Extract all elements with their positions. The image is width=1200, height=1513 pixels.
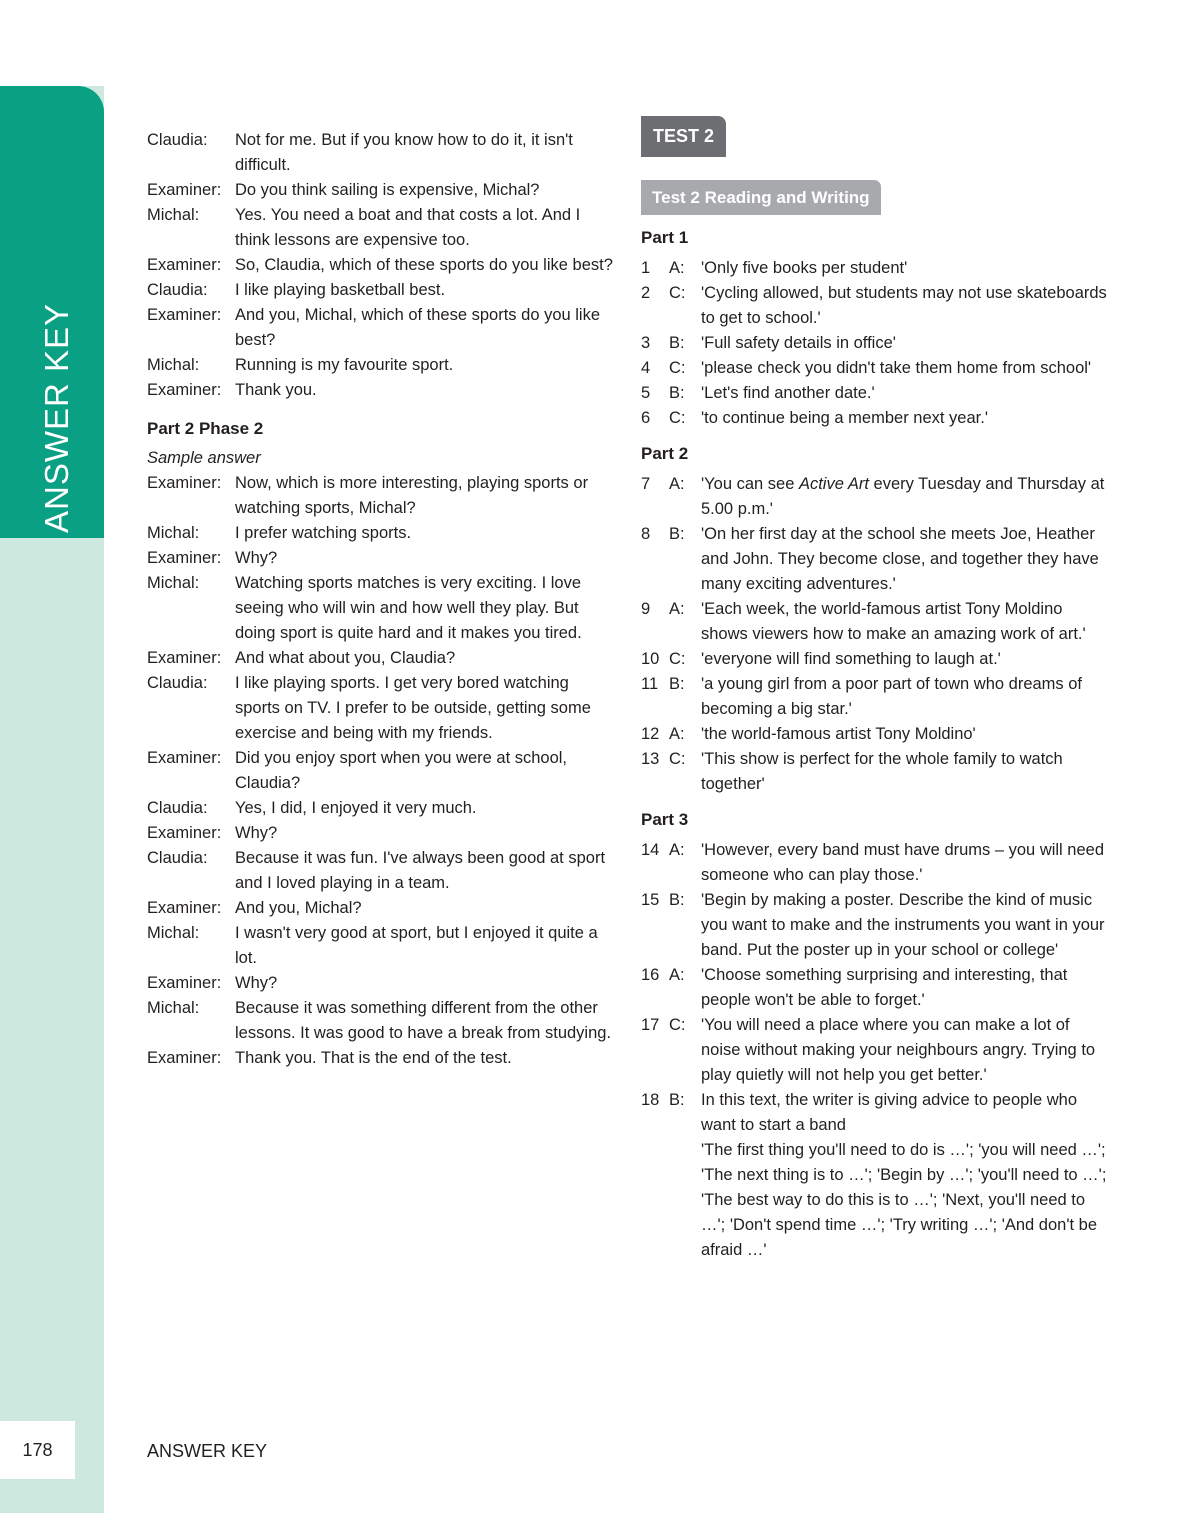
utterance: Why? — [235, 549, 278, 567]
answer-item — [641, 747, 1111, 797]
speaker: Claudia: — [147, 281, 208, 299]
answer-letter: B: — [669, 891, 685, 909]
answer-text: 'However, every band must have drums – you will need someone who can play those.' — [701, 841, 1105, 884]
utterance: And you, Michal? — [235, 899, 362, 917]
dialogue-line — [147, 253, 613, 278]
utterance: And what about you, Claudia? — [235, 649, 456, 667]
speaker: Examiner: — [147, 549, 222, 567]
utterance: Now, which is more interesting, playing sports or watching sports, Michal? — [235, 474, 589, 517]
answer-number: 1 — [641, 259, 651, 277]
answer-item — [641, 522, 1111, 597]
part-3-heading: Part 3 — [641, 810, 689, 829]
utterance: Thank you. — [235, 381, 317, 399]
utterance: Because it was fun. I've always been good at sport and I loved playing in a team. — [235, 849, 606, 892]
answer-letter: A: — [669, 475, 685, 493]
speaker: Michal: — [147, 356, 200, 374]
speaker: Examiner: — [147, 649, 222, 667]
speaker: Examiner: — [147, 474, 222, 492]
answer-number: 15 — [641, 891, 660, 909]
answer-item — [641, 406, 1111, 431]
dialogue-line — [147, 1046, 613, 1071]
speaker: Examiner: — [147, 824, 222, 842]
utterance: So, Claudia, which of these sports do you like best? — [235, 256, 613, 274]
answer-text — [701, 472, 1111, 522]
part-2-answers — [641, 472, 1111, 797]
utterance: Because it was something different from the other lessons. It was good to have a break from studying. — [235, 999, 612, 1042]
answer-item — [641, 888, 1111, 963]
answer-number: 13 — [641, 750, 660, 768]
answer-text: 'please check you didn't take them home from school' — [701, 359, 1092, 377]
answer-text: 'Full safety details in office' — [701, 334, 896, 352]
speaker: Examiner: — [147, 899, 222, 917]
answer-number: 11 — [641, 675, 659, 693]
part-2-heading: Part 2 — [641, 444, 689, 463]
answer-text: 'the world-famous artist Tony Moldino' — [701, 725, 976, 743]
speaker: Examiner: — [147, 974, 222, 992]
answer-number: 3 — [641, 334, 651, 352]
answer-text: 'a young girl from a poor part of town who dreams of becoming a big star.' — [701, 675, 1083, 718]
answer-item — [641, 256, 1111, 281]
answer-number: 12 — [641, 725, 660, 743]
answer-number: 4 — [641, 359, 651, 377]
answer-letter: A: — [669, 966, 685, 984]
answer-item — [641, 472, 1111, 522]
dialogue-line — [147, 128, 613, 178]
dialogue-line — [147, 846, 613, 896]
answer-item — [641, 1013, 1111, 1088]
answer-item — [641, 356, 1111, 381]
answer-letter: A: — [669, 600, 685, 618]
answer-letter: C: — [669, 284, 686, 302]
answer-text: 'to continue being a member next year.' — [701, 409, 988, 427]
dialogue-line — [147, 671, 613, 746]
dialogue-continued — [147, 128, 613, 403]
speaker: Examiner: — [147, 381, 222, 399]
answer-text: 'Choose something surprising and interesting, that people won't be able to forget.' — [701, 966, 1068, 1009]
answer-item — [641, 647, 1111, 672]
speaker: Claudia: — [147, 674, 208, 692]
page-number: 178 — [0, 1421, 75, 1479]
speaker: Claudia: — [147, 131, 208, 149]
footer-label: ANSWER KEY — [147, 1441, 268, 1461]
utterance: Not for me. But if you know how to do it, it isn't difficult. — [235, 131, 573, 174]
speaker: Examiner: — [147, 256, 222, 274]
answer-text: 'Begin by making a poster. Describe the kind of music you want to make and the instruments you want in your band. Put the poster up in your school or college' — [701, 891, 1105, 959]
answer-item — [641, 381, 1111, 406]
utterance: Why? — [235, 824, 278, 842]
answer-letter: C: — [669, 1016, 686, 1034]
part-3-answers — [641, 838, 1111, 1263]
dialogue-line — [147, 378, 613, 403]
answer-letter: B: — [669, 525, 685, 543]
answer-number: 9 — [641, 600, 651, 618]
part-1-answers — [641, 256, 1111, 431]
utterance: Yes. You need a boat and that costs a lot. And I think lessons are expensive too. — [235, 206, 581, 249]
answer-text: 'You will need a place where you can make a lot of noise without making your neighbours angry. Trying to play quietly will not help you get better.' — [701, 1016, 1096, 1084]
dialogue-line — [147, 471, 613, 521]
answer-letter: C: — [669, 750, 686, 768]
utterance: I like playing basketball best. — [235, 281, 446, 299]
utterance: Thank you. That is the end of the test. — [235, 1049, 512, 1067]
dialogue-line — [147, 921, 613, 971]
speaker: Michal: — [147, 924, 200, 942]
left-column — [147, 128, 613, 1071]
answer-item — [641, 963, 1111, 1013]
dialogue-line — [147, 646, 613, 671]
dialogue-line — [147, 278, 613, 303]
subsection-heading: Test 2 Reading and Writing — [641, 180, 881, 215]
answer-item — [641, 281, 1111, 331]
speaker: Michal: — [147, 206, 200, 224]
answer-text: 'This show is perfect for the whole family to watch together' — [701, 750, 1063, 793]
speaker: Michal: — [147, 574, 200, 592]
dialogue-line — [147, 796, 613, 821]
answer-item — [641, 838, 1111, 888]
dialogue-line — [147, 303, 613, 353]
answer-letter: A: — [669, 725, 685, 743]
sidebar-label: ANSWER KEY — [38, 302, 75, 534]
answer-letter: B: — [669, 384, 685, 402]
answer-text-italic: Active Art — [798, 475, 869, 493]
answer-text-prefix: 'You can see — [701, 475, 799, 493]
answer-letter: B: — [669, 675, 685, 693]
utterance: And you, Michal, which of these sports do you like best? — [235, 306, 601, 349]
utterance: Watching sports matches is very exciting. I love seeing who will win and how well they play. But doing sport is quite hard and it makes you tired. — [235, 574, 582, 642]
dialogue-line — [147, 896, 613, 921]
dialogue-line — [147, 546, 613, 571]
answer-item — [641, 597, 1111, 647]
utterance: Running is my favourite sport. — [235, 356, 454, 374]
dialogue-line — [147, 353, 613, 378]
answer-letter: A: — [669, 259, 685, 277]
dialogue-line — [147, 821, 613, 846]
dialogue-line — [147, 178, 613, 203]
speaker: Michal: — [147, 999, 200, 1017]
speaker: Examiner: — [147, 181, 222, 199]
speaker: Claudia: — [147, 799, 208, 817]
answer-text — [701, 1088, 1111, 1263]
speaker: Michal: — [147, 524, 200, 542]
dialogue-line — [147, 971, 613, 996]
answer-item — [641, 722, 1111, 747]
answer-letter: B: — [669, 334, 685, 352]
answer-number: 2 — [641, 284, 651, 302]
answer-item — [641, 1088, 1111, 1263]
answer-number: 18 — [641, 1091, 660, 1109]
dialogue-line — [147, 571, 613, 646]
utterance: Why? — [235, 974, 278, 992]
answer-text-main: In this text, the writer is giving advice to people who want to start a band — [701, 1091, 1078, 1134]
answer-text: 'On her first day at the school she meets Joe, Heather and John. They become close, and together they have many exciting adventures.' — [701, 525, 1099, 593]
answer-number: 5 — [641, 384, 651, 402]
sample-answer-label: Sample answer — [147, 449, 261, 467]
answer-number: 8 — [641, 525, 651, 543]
answer-text: 'Cycling allowed, but students may not use skateboards to get to school.' — [701, 284, 1107, 327]
dialogue-phase-2 — [147, 471, 613, 1071]
answer-text: 'Each week, the world-famous artist Tony Moldino shows viewers how to make an amazing work of art.' — [701, 600, 1086, 643]
speaker: Claudia: — [147, 849, 208, 867]
utterance: I like playing sports. I get very bored watching sports on TV. I prefer to be outside, getting some exercise and being with my friends. — [235, 674, 591, 742]
answer-letter: A: — [669, 841, 685, 859]
answer-number: 17 — [641, 1016, 660, 1034]
utterance: Did you enjoy sport when you were at school, Claudia? — [235, 749, 568, 792]
answer-number: 7 — [641, 475, 651, 493]
speaker: Examiner: — [147, 1049, 222, 1067]
answer-letter: C: — [669, 359, 686, 377]
answer-text-suffix: every Tuesday and Thursday at 5.00 p.m.' — [701, 475, 1105, 518]
part-1-heading: Part 1 — [641, 228, 689, 247]
answer-letter: C: — [669, 650, 686, 668]
utterance: I prefer watching sports. — [235, 524, 412, 542]
answer-letter: B: — [669, 1091, 685, 1109]
answer-text: 'Only five books per student' — [701, 259, 908, 277]
answer-letter: C: — [669, 409, 686, 427]
test-heading: TEST 2 — [641, 116, 726, 157]
answer-item — [641, 672, 1111, 722]
answer-text: 'everyone will find something to laugh at.' — [701, 650, 1001, 668]
dialogue-line — [147, 996, 613, 1046]
speaker: Examiner: — [147, 306, 222, 324]
answer-text: 'Let's find another date.' — [701, 384, 875, 402]
right-column — [641, 116, 1111, 1263]
utterance: Yes, I did, I enjoyed it very much. — [235, 799, 477, 817]
speaker: Examiner: — [147, 749, 222, 767]
answer-number: 14 — [641, 841, 660, 859]
dialogue-line — [147, 203, 613, 253]
answer-number: 10 — [641, 650, 660, 668]
dialogue-line — [147, 746, 613, 796]
section-heading: Part 2 Phase 2 — [147, 419, 264, 438]
dialogue-line — [147, 521, 613, 546]
answer-text-extra: 'The first thing you'll need to do is …'; 'you will need …'; 'The next thing is to …'; 'Begin by …'; 'you'll need to …'; 'The best way to do this is to …'; 'Next, you'll need to …'; 'Don't spend time …'; 'Try writing …'; 'And don't be afraid …' — [701, 1141, 1107, 1259]
utterance: I wasn't very good at sport, but I enjoyed it quite a lot. — [235, 924, 598, 967]
utterance: Do you think sailing is expensive, Michal? — [235, 181, 540, 199]
answer-number: 16 — [641, 966, 660, 984]
answer-number: 6 — [641, 409, 651, 427]
answer-item — [641, 331, 1111, 356]
